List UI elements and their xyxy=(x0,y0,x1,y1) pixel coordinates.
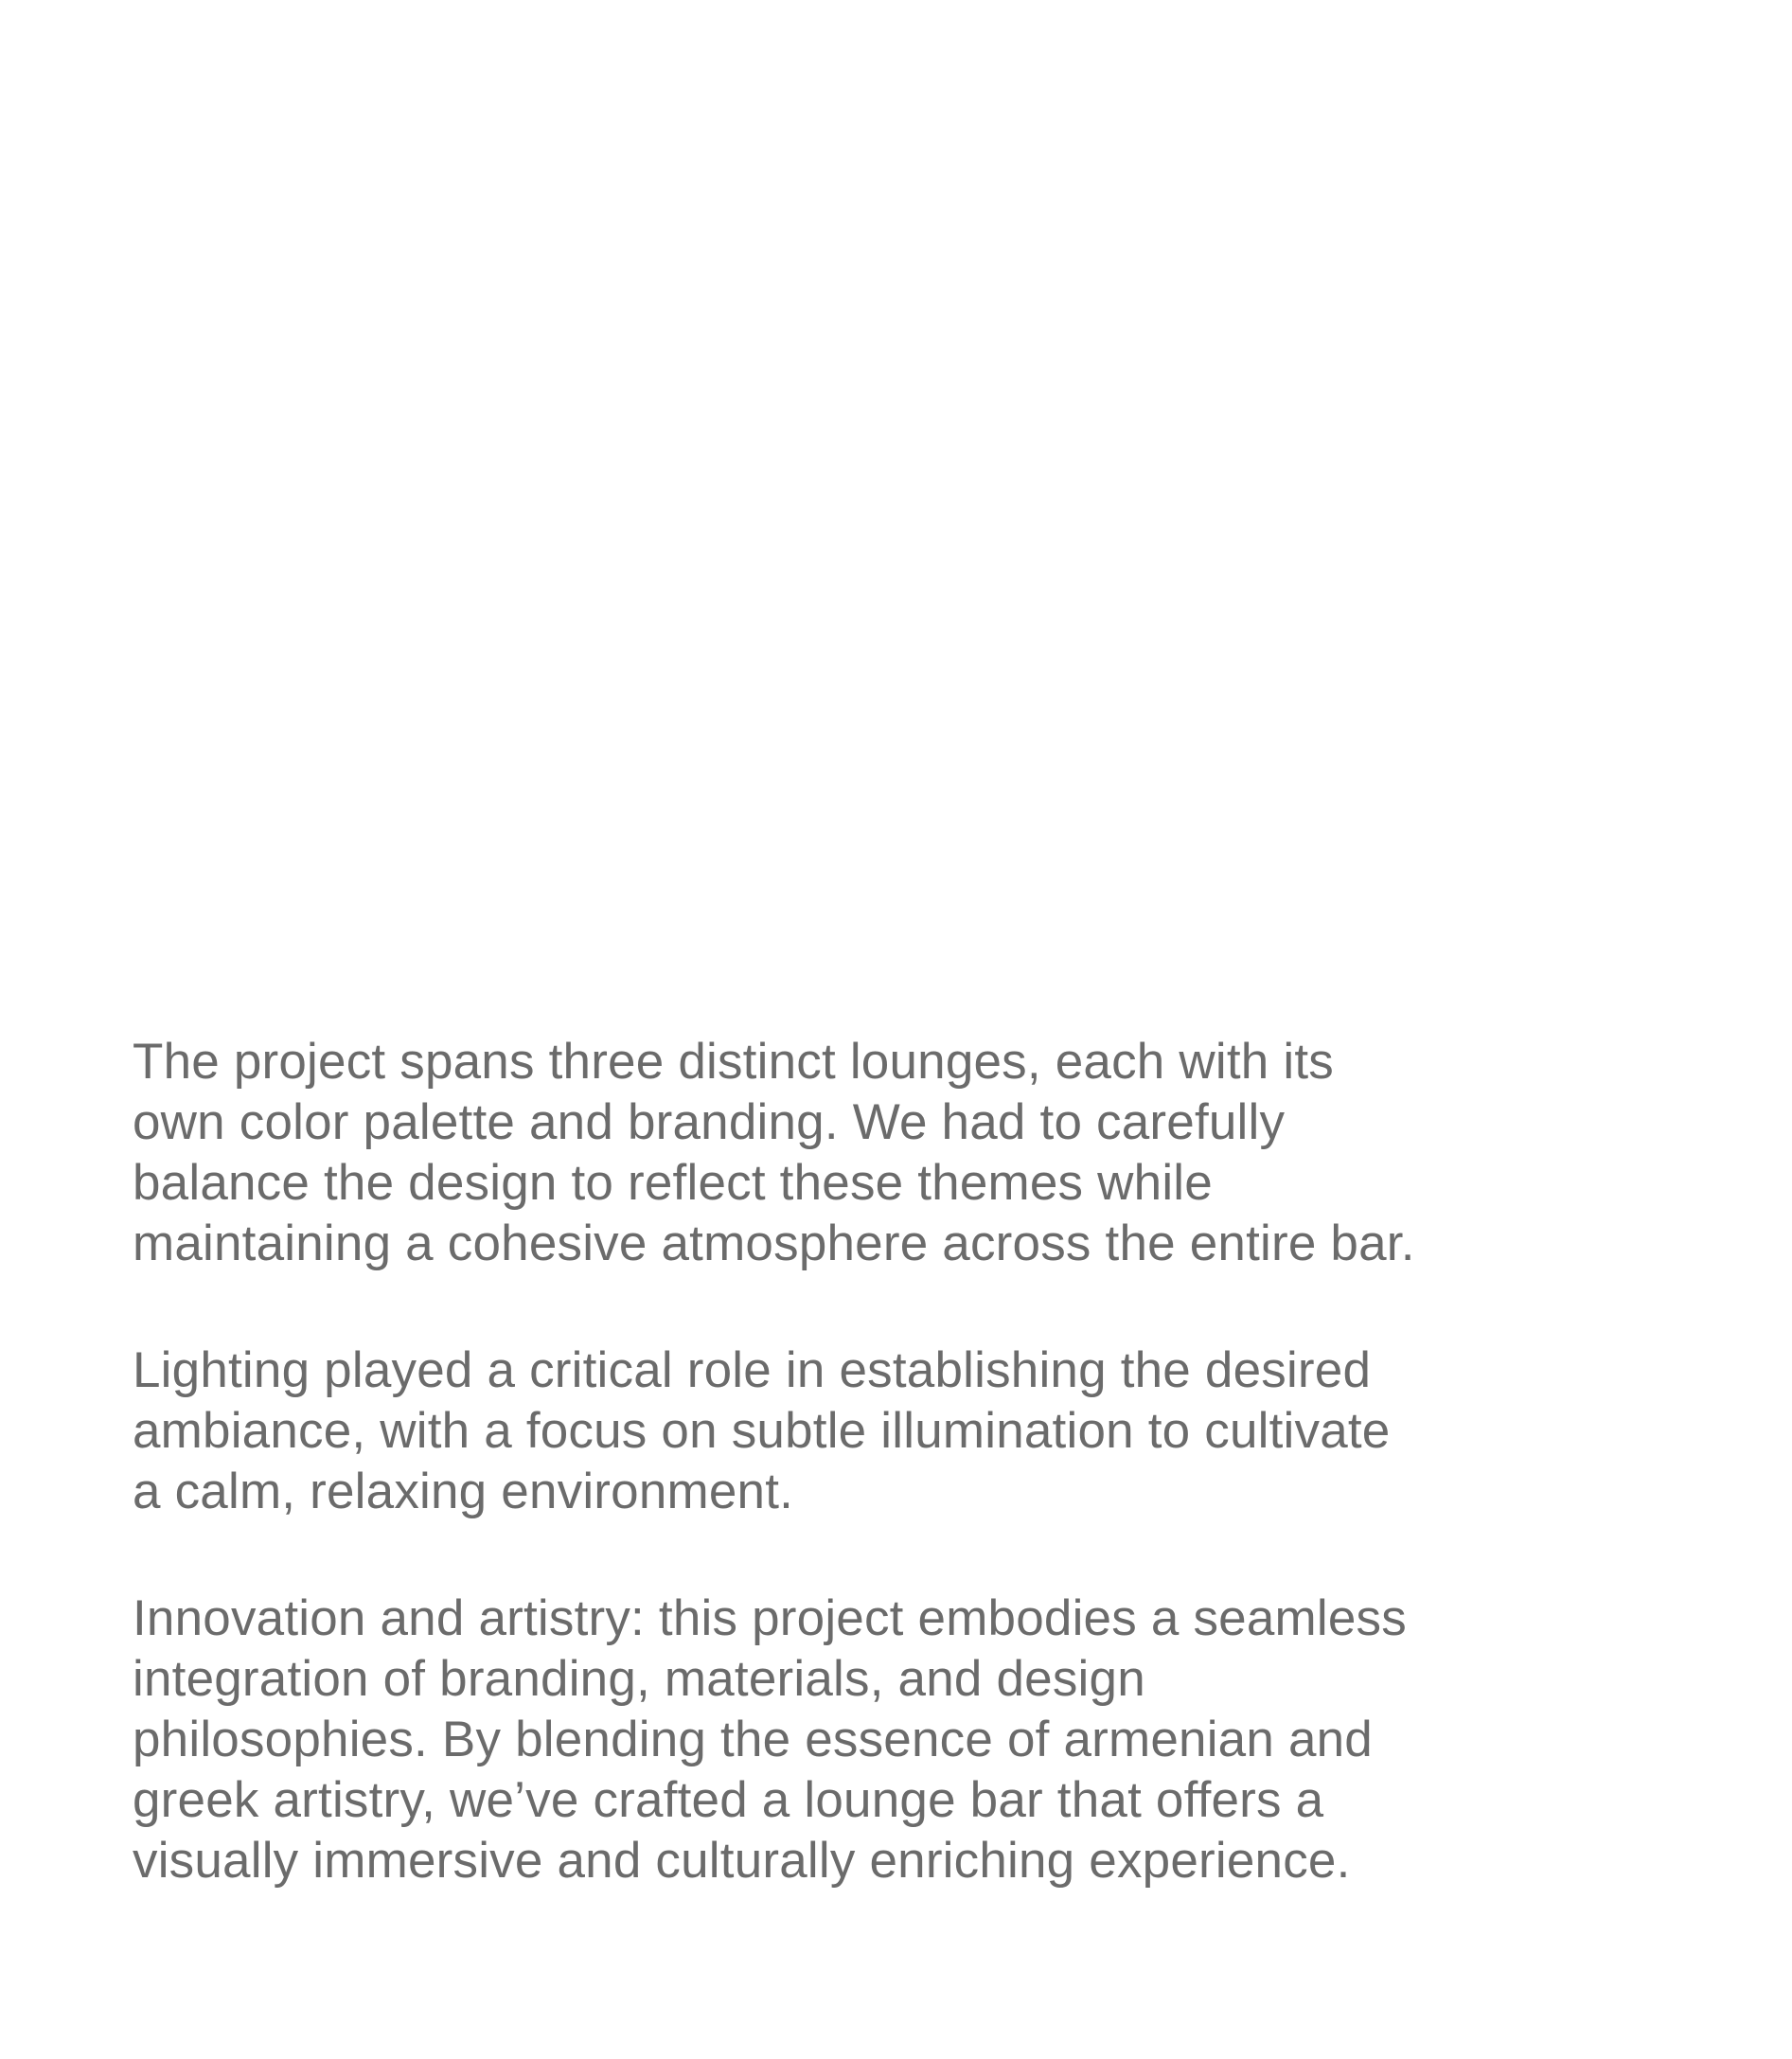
text-content xyxy=(133,1032,1571,1958)
paragraph-innovation: Innovation and artistry: this project embodies a seamless integration of branding, materials, and design philosophies. By blending the essence of armenian and greek artistry, we’ve crafted a lounge bar that offers a visually immersive and culturally enriching experience. xyxy=(133,1590,1407,1889)
paragraph-lounges: The project spans three distinct lounges, each with its own color palette and branding. We had to carefully balance the design to reflect these themes while maintaining a cohesive atmosphere across the entire bar. xyxy=(133,1034,1415,1271)
paragraph-lighting: Lighting played a critical role in establishing the desired ambiance, with a focus on subtle illumination to cultivate a calm, relaxing environment. xyxy=(133,1342,1391,1519)
